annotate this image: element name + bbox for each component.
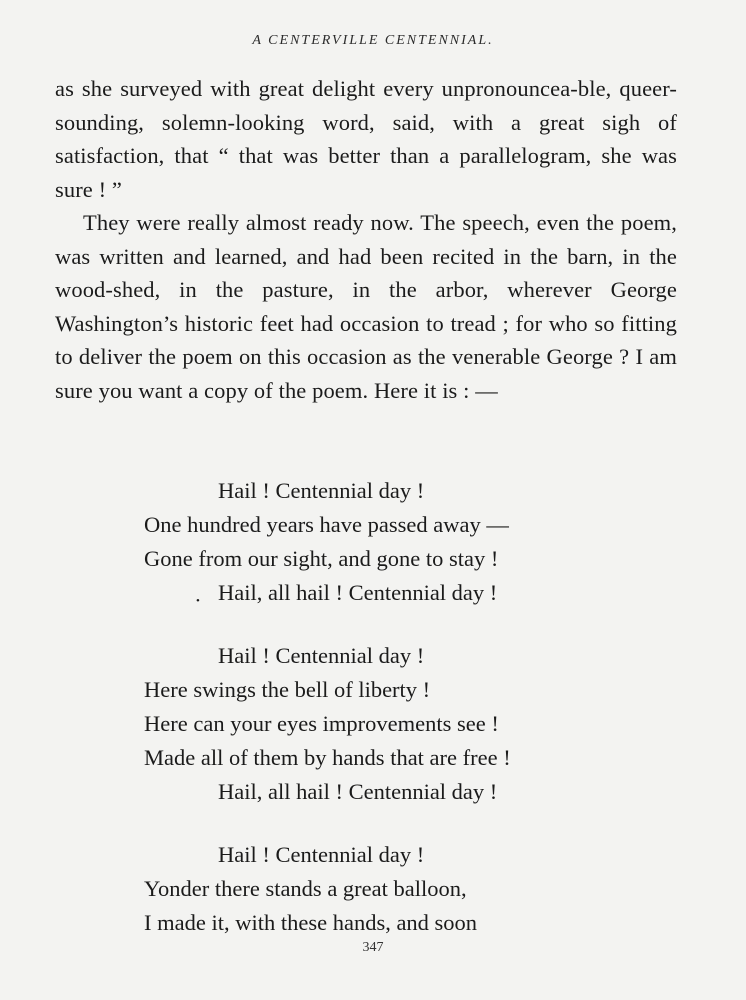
poem-line: One hundred years have passed away — <box>144 512 509 537</box>
poem-stanza-3 <box>0 838 746 940</box>
margin-mark: • <box>196 595 200 607</box>
page-number: 347 <box>362 940 384 955</box>
poem-line-text: Hail, all hail ! Centennial day ! <box>218 580 498 605</box>
poem-line: Here swings the bell of liberty ! <box>144 677 431 702</box>
poem-line: I made it, with these hands, and soon <box>144 910 478 935</box>
poem-line: Made all of them by hands that are free ! <box>144 745 511 770</box>
poem-line: Hail, all hail ! Centennial day ! <box>218 779 498 804</box>
poem-line: Gone from our sight, and gone to stay ! <box>144 546 499 571</box>
poem-line: Hail ! Centennial day ! <box>218 643 425 668</box>
body-paragraph: They were really almost ready now. The speech, even the poem, was written and learned, and had been recited in the barn, in the wood-shed, in the pasture, in the arbor, wherever George Washington’s historic feet had occasion to tread ; for who so fitting to deliver the poem on this occasion as the venerable George ? I am sure you want a copy of the poem. Here it is : — <box>55 210 677 403</box>
continuation-paragraph: as she surveyed with great delight every unpronouncea-ble, queer-sounding, solemn-looking word, said, with a great sigh of satisfaction, that “ that was better than a parallelogram, she was sure ! ” <box>55 76 677 202</box>
running-head: A CENTERVILLE CENTENNIAL. <box>252 33 494 48</box>
poem-stanza-2 <box>0 639 746 809</box>
poem-stanza-1 <box>0 474 746 610</box>
prose-text <box>55 72 677 407</box>
poem-line: Yonder there stands a great balloon, <box>144 876 467 901</box>
poem-refrain-line <box>0 576 746 610</box>
poem-line: Here can your eyes improvements see ! <box>144 711 499 736</box>
poem-line: Hail ! Centennial day ! <box>218 842 425 867</box>
poem-line: Hail ! Centennial day ! <box>218 478 425 503</box>
